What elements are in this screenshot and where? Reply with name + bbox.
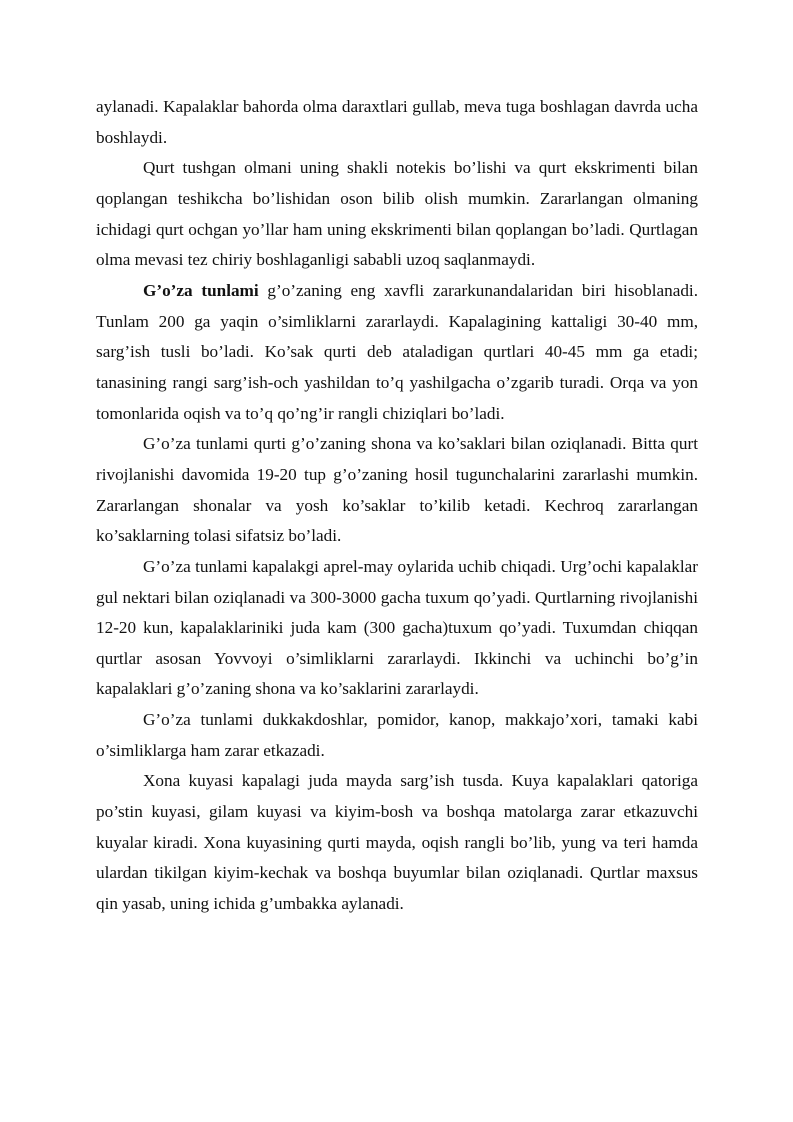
paragraph-text: Qurt tushgan olmani uning shakli notekis bo’lishi va qurt ekskrimenti bilan qoplangan teshikcha bo’lishidan oson bilib olish mumkin. Zararlangan olmaning ichidagi qurt ochgan yo’llar ham uning ekskrimenti bilan qoplangan bo’ladi. Qurtlagan olma mevasi tez chiriy boshlaganligi sababli uzoq saqlanmaydi. xyxy=(96,158,698,270)
paragraph-text: g’o’zaning eng xavfli zararkunandalaridan biri hisoblanadi. Tunlam 200 ga yaqin o’simliklarni zararlaydi. Kapalagining kattaligi 30-40 mm, sarg’ish tusli bo’ladi. Ko’sak qurti deb ataladigan qurtlari 40-45 mm ga etadi; tanasining rangi sarg’ish-och yashildan to’q yashilgacha o’zgarib turadi. Orqa va yon tomonlarida oqish va to’q qo’ng’ir rangli chiziqlari bo’ladi. xyxy=(96,280,698,423)
paragraph-bollworm-feeding xyxy=(96,429,698,552)
paragraph-text: G’o’za tunlami kapalakgi aprel-may oylarida uchib chiqadi. Urg’ochi kapalaklar gul nektari bilan oziqlanadi va 300-3000 gacha tuxum qo’yadi. Qurtlarning rivojlanishi 12-20 kun, kapalaklariniki juda kam (300 gacha)tuxum qo’yadi. Tuxumdan chiqqan qurtlar asosan Yovvoyi o’simliklarni zararlaydi. Ikkinchi va uchinchi bo’g’in kapalaklari g’o’zaning shona va ko’saklarini zararlaydi. xyxy=(96,556,698,699)
paragraph-bollworm-lifecycle xyxy=(96,552,698,705)
paragraph-continuation xyxy=(96,92,698,153)
paragraph-apple-damage xyxy=(96,153,698,276)
paragraph-bollworm-hosts xyxy=(96,705,698,766)
paragraph-cotton-bollworm-intro xyxy=(96,276,698,429)
paragraph-clothes-moth xyxy=(96,766,698,919)
paragraph-text: G’o’za tunlami dukkakdoshlar, pomidor, kanop, makkajo’xori, tamaki kabi o’simliklarga ham zarar etkazadi. xyxy=(96,710,698,760)
body-text xyxy=(96,92,698,920)
bold-term: G’o’za tunlami xyxy=(143,280,259,300)
paragraph-text: G’o’za tunlami qurti g’o’zaning shona va ko’saklari bilan oziqlanadi. Bitta qurt rivojlanishi davomida 19-20 tup g’o’zaning hosil tugunchalarini zararlashi mumkin. Zararlangan shonalar va yosh ko’saklar to’kilib ketadi. Kechroq zararlangan ko’saklarning tolasi sifatsiz bo’ladi. xyxy=(96,434,698,546)
paragraph-text: Xona kuyasi kapalagi juda mayda sarg’ish tusda. Kuya kapalaklari qatoriga po’stin kuyasi, gilam kuyasi va kiyim-bosh va boshqa matolarga zarar etkazuvchi kuyalar kiradi. Xona kuyasining qurti mayda, oqish rangli bo’lib, yung va teri hamda ulardan tikilgan kiyim-kechak va boshqa buyumlar bilan oziqlanadi. Qurtlar maxsus qin yasab, uning ichida g’umbakka aylanadi. xyxy=(96,771,698,914)
paragraph-text: aylanadi. Kapalaklar bahorda olma daraxtlari gullab, meva tuga boshlagan davrda ucha boshlaydi. xyxy=(96,97,698,147)
